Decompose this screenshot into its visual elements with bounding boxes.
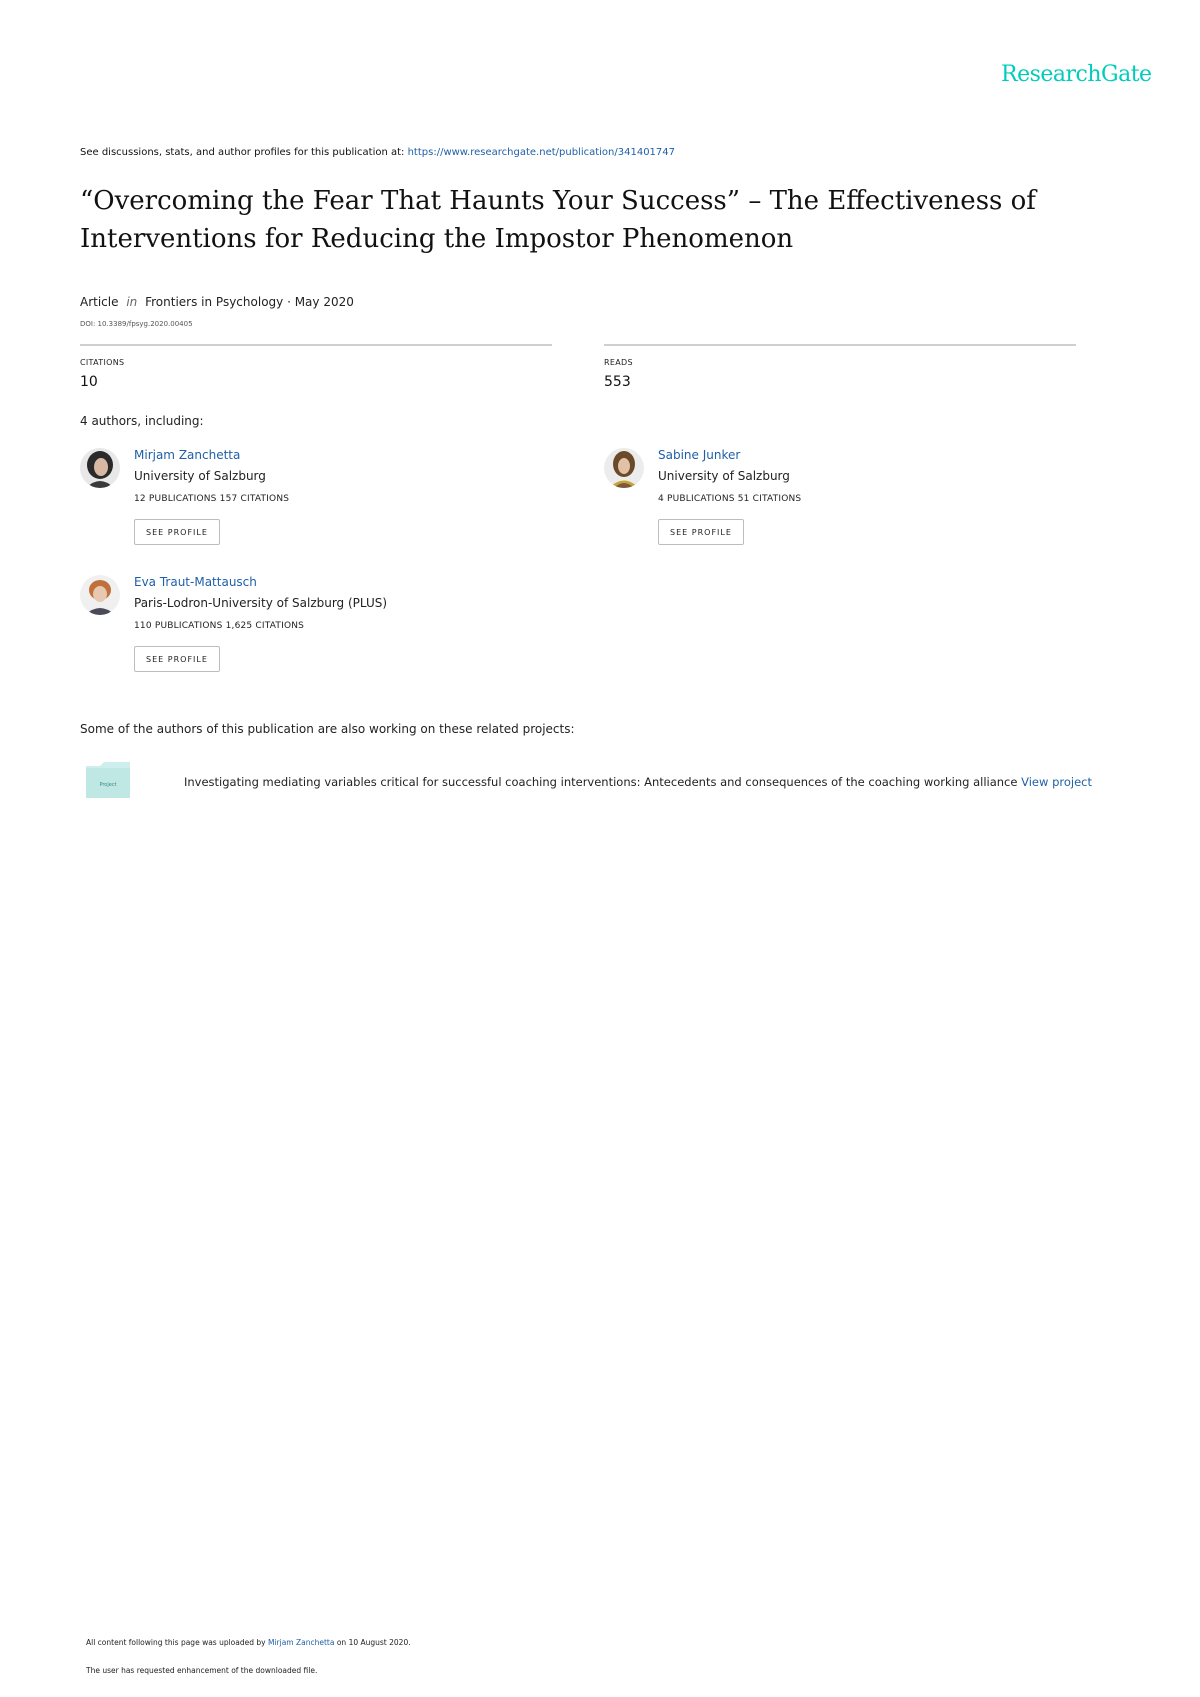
see-profile-button[interactable]: SEE PROFILE (134, 646, 220, 672)
see-discussions-line (80, 147, 675, 158)
publication-title (80, 182, 1080, 258)
author-institution: University of Salzburg (658, 469, 790, 483)
author-stats: 12 PUBLICATIONS 157 CITATIONS (134, 494, 290, 504)
citations-value: 10 (80, 374, 98, 390)
avatar[interactable] (80, 575, 120, 615)
author-card (80, 448, 500, 558)
reads-label: READS (604, 358, 633, 367)
see-profile-button[interactable]: SEE PROFILE (134, 519, 220, 545)
enhancement-note: The user has requested enhancement of the downloaded file. (86, 1666, 318, 1675)
citations-label: CITATIONS (80, 358, 125, 367)
author-institution: Paris-Lodron-University of Salzburg (PLUS) (134, 596, 388, 610)
authors-including: 4 authors, including: (80, 414, 204, 428)
citations-divider (80, 344, 552, 346)
related-project-item (184, 775, 1092, 789)
upload-note (86, 1638, 411, 1647)
reads-value: 553 (604, 374, 631, 390)
author-name[interactable]: Mirjam Zanchetta (134, 448, 241, 462)
view-project-link[interactable]: View project (1021, 775, 1092, 789)
project-folder-icon (86, 762, 130, 798)
title-line-1: “Overcoming the Fear That Haunts Your Success” – The Effectiveness of (80, 186, 1036, 216)
see-discussions-text: See discussions, stats, and author profiles for this publication at: (80, 147, 405, 158)
researchgate-logo[interactable]: ResearchGate (1001, 62, 1152, 87)
related-projects-heading: Some of the authors of this publication are also working on these related projects: (80, 722, 575, 736)
author-card (80, 575, 500, 685)
author-name[interactable]: Sabine Junker (658, 448, 741, 462)
title-line-2: Interventions for Reducing the Impostor Phenomenon (80, 224, 794, 254)
article-type: Article (80, 295, 119, 309)
reads-divider (604, 344, 1076, 346)
see-profile-button[interactable]: SEE PROFILE (658, 519, 744, 545)
avatar[interactable] (80, 448, 120, 488)
uploader-link[interactable]: Mirjam Zanchetta (267, 1638, 335, 1647)
journal-date: Frontiers in Psychology · May 2020 (145, 295, 354, 309)
author-institution: University of Salzburg (134, 469, 266, 483)
author-name[interactable]: Eva Traut-Mattausch (134, 575, 257, 589)
publication-url-link[interactable]: https://www.researchgate.net/publication/341401747 (407, 147, 676, 158)
author-stats: 4 PUBLICATIONS 51 CITATIONS (658, 494, 802, 504)
author-card (604, 448, 1024, 558)
author-stats: 110 PUBLICATIONS 1,625 CITATIONS (134, 621, 305, 631)
project-title: Investigating mediating variables critical for successful coaching interventions: Antecedents and consequences of the coaching working alliance (184, 775, 1018, 789)
avatar[interactable] (604, 448, 644, 488)
in-label: in (126, 295, 138, 309)
project-icon-label: Project (99, 782, 117, 788)
upload-suffix: on 10 August 2020. (336, 1638, 411, 1647)
upload-prefix: All content following this page was uploaded by (86, 1638, 266, 1647)
article-info (80, 295, 354, 309)
doi: DOI: 10.3389/fpsyg.2020.00405 (80, 320, 193, 328)
